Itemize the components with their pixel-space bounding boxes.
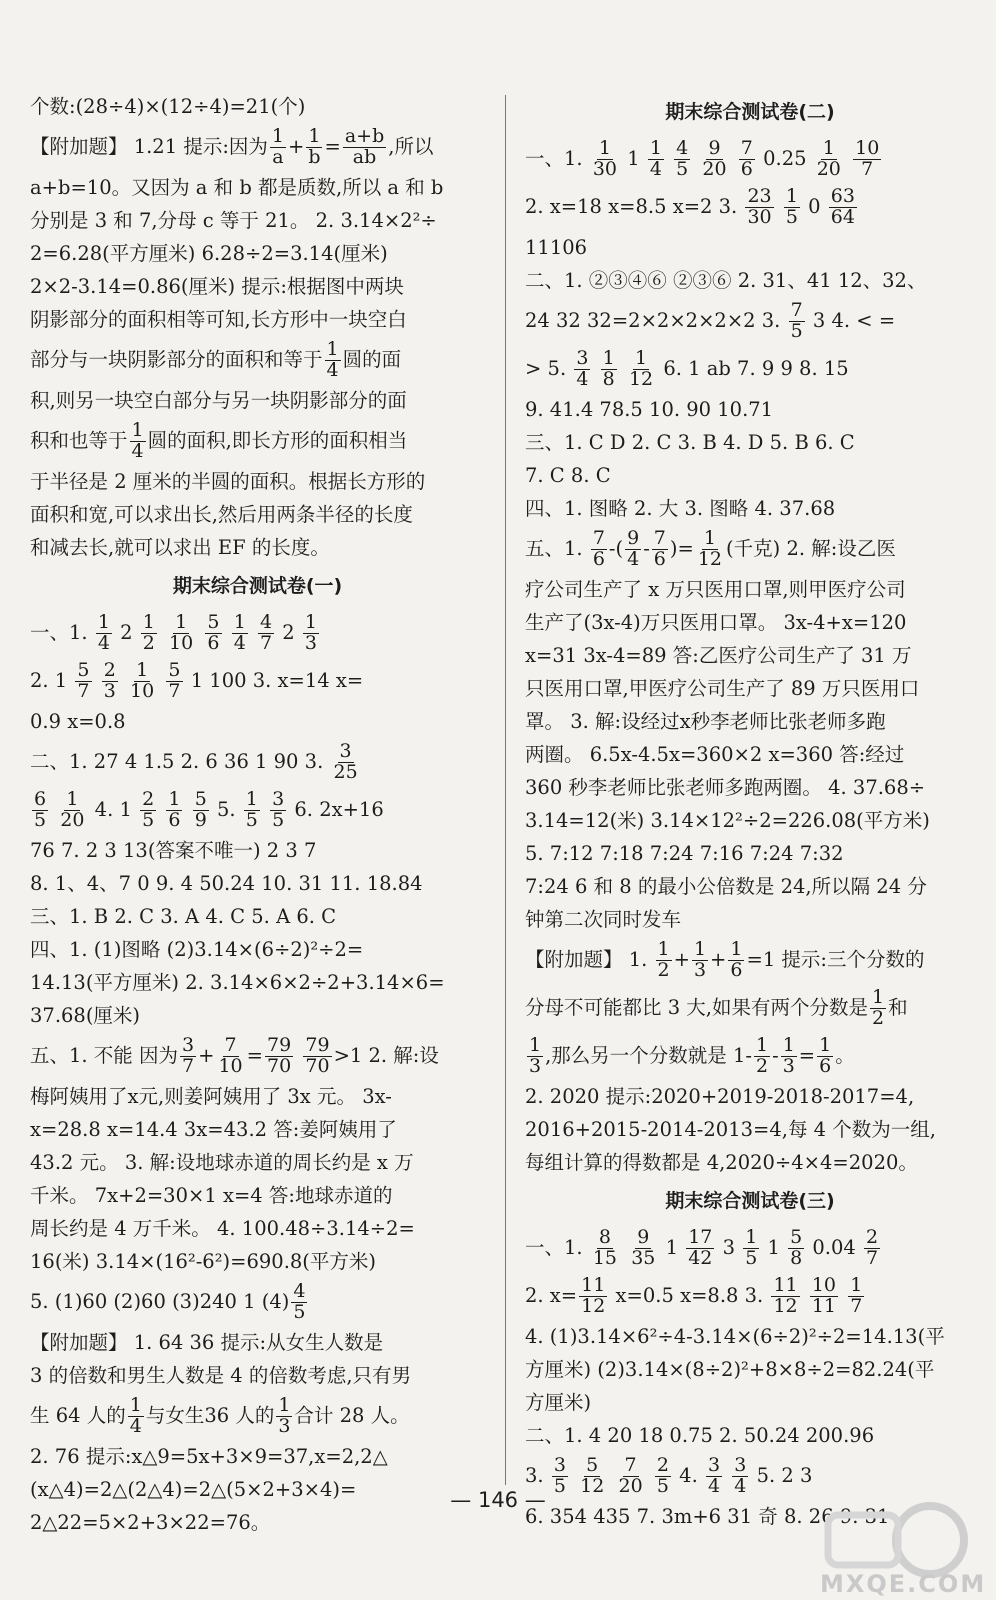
fraction: $\frac{11}{12}$ [773, 1274, 798, 1317]
answer-line: 7:24 6 和 8 的最小公倍数是 24,所以隔 24 分 [525, 875, 927, 898]
fraction: $\frac{1}{5}$ [245, 788, 258, 831]
answer-line: 【附加题】 1. $\frac{1}{2}$ + $\frac{1}{3}$ + $\frac{1}{6}$ =1 提示:三个分数的 [525, 938, 925, 981]
answer-line: 钟第二次同时发车 [525, 908, 682, 931]
answer-line: 方厘米) (2)3.14×(8÷2)²+8×8÷2=82.24(平 [525, 1358, 935, 1381]
fraction: $\frac{10}{11}$ [811, 1274, 837, 1317]
fraction: $\frac{1}{6}$ [819, 1034, 832, 1077]
page-number: — 146 — [450, 1488, 546, 1512]
answer-line: 五、1. 不能 因为 $\frac{3}{7}$ + $\frac{7}{10}$ = $\frac{79}{70}$ $\frac{79}{70}$ >1 2. 解:设 [30, 1034, 439, 1077]
fraction: $\frac{9}{35}$ [631, 1226, 656, 1269]
fraction: $\frac{9}{4}$ [627, 527, 640, 570]
fraction: $\frac{1}{4}$ [649, 137, 662, 180]
answer-line: 8. 1、4、7 0 9. 4 50.24 10. 31 11. 18.84 [30, 872, 423, 895]
fraction: $\frac{1}{12}$ [697, 527, 723, 570]
fraction: $\frac{1}{a}$ [271, 125, 284, 168]
fraction: $\frac{4}{5}$ [293, 1280, 306, 1323]
answer-line: x=31 3x-4=89 答:乙医疗公司生产了 31 万 [525, 644, 912, 667]
fraction: $\frac{7}{20}$ [618, 1454, 643, 1497]
fraction: $\frac{7}{6}$ [592, 527, 605, 570]
answer-line: 3.14=12(米) 3.14×12²÷2=226.08(平方米) [525, 809, 930, 832]
fraction: $\frac{5}{6}$ [207, 611, 220, 654]
fraction: $\frac{1}{5}$ [745, 1226, 758, 1269]
answer-line: 两圈。 6.5x-4.5x=360×2 x=360 答:经过 [525, 743, 905, 766]
answer-line: 【附加题】 1.21 提示:因为 $\frac{1}{a}$ + $\frac{1}{b}$ = $\frac{a+b}{ab}$ ,所以 [30, 125, 434, 168]
answer-line: 一、1. $\frac{8}{15}$ $\frac{9}{35}$ 1 $\frac{17}{42}$ 3 $\frac{1}{5}$ 1 $\frac{5}{8}$ 0.04 $\frac{2}{7}$ [525, 1226, 879, 1269]
answer-line: $\frac{6}{5}$ $\frac{1}{20}$ 4. 1 $\frac{2}{5}$ $\frac{1}{6}$ $\frac{5}{9}$ 5. $\frac{1}{5}$ $\frac{3}{5}$ 6. 2x+16 [34, 788, 384, 831]
answer-line: 0.9 x=0.8 [30, 710, 126, 733]
fraction: $\frac{1}{30}$ [592, 137, 617, 180]
fraction: $\frac{a+b}{ab}$ [344, 125, 385, 168]
fraction: $\frac{4}{5}$ [676, 137, 689, 180]
answer-line: 3 的倍数和男生人数是 4 的倍数考虑,只有男 [30, 1364, 412, 1387]
section-title: 期末综合测试卷(三) [665, 1190, 835, 1212]
answer-line: 五、1. $\frac{7}{6}$ -( $\frac{9}{4}$ - $\frac{7}{6}$ )= $\frac{1}{12}$ (千克) 2. 解:设乙医 [525, 527, 896, 570]
answer-line: 分别是 3 和 7,分母 c 等于 21。 2. 3.14×2²÷ [30, 209, 437, 232]
fraction: $\frac{1}{2}$ [657, 938, 670, 981]
section-title: 期末综合测试卷(二) [665, 101, 835, 123]
answer-line: 9. 41.4 78.5 10. 90 10.71 [525, 398, 774, 421]
answer-line: 积,则另一块空白部分与另一块阴影部分的面 [30, 389, 407, 412]
answer-line: 方厘米) [525, 1391, 592, 1414]
fraction: $\frac{1}{3}$ [278, 1394, 291, 1437]
fraction: $\frac{3}{4}$ [734, 1454, 747, 1497]
answer-line: 三、1. B 2. C 3. A 4. C 5. A 6. C [30, 905, 337, 928]
answer-line: 11106 [525, 236, 588, 259]
answer-line: 16(米) 3.14×(16²-6²)=690.8(平方米) [30, 1250, 377, 1273]
fraction: $\frac{23}{30}$ [747, 185, 772, 228]
answer-line: 4. (1)3.14×6²÷4-3.14×(6÷2)²÷2=14.13(平 [525, 1325, 945, 1348]
left-column [30, 90, 485, 1539]
answer-line: 面积和宽,可以求出长,然后用两条半径的长度 [30, 503, 413, 526]
answer-line: 6. 354 435 7. 3m+6 31 奇 8. 26 9. 31 [525, 1505, 890, 1528]
fraction: $\frac{4}{7}$ [260, 611, 273, 654]
fraction: $\frac{63}{64}$ [830, 185, 855, 228]
answer-line: 2×2-3.14=0.86(厘米) 提示:根据图中两块 [30, 275, 404, 298]
answer-line: 疗公司生产了 x 万只医用口罩,则甲医疗公司 [525, 578, 906, 601]
fraction: $\frac{1}{4}$ [129, 1394, 142, 1437]
fraction: $\frac{9}{20}$ [702, 137, 727, 180]
answer-line: 一、1. $\frac{1}{4}$ 2 $\frac{1}{2}$ $\frac{1}{10}$ $\frac{5}{6}$ $\frac{1}{4}$ $\frac{4}{7}$ 2 $\frac{1}{3}$ [30, 611, 317, 654]
fraction: $\frac{1}{7}$ [850, 1274, 863, 1317]
fraction: $\frac{1}{6}$ [168, 788, 181, 831]
fraction: $\frac{2}{7}$ [866, 1226, 879, 1269]
answer-line: 二、1. ②③④⑥ ②③⑥ 2. 31、41 12、32、 [525, 269, 927, 292]
fraction: $\frac{1}{b}$ [308, 125, 321, 168]
answer-line: a+b=10。又因为 a 和 b 都是质数,所以 a 和 b [30, 176, 444, 199]
answer-line: 分母不可能都比 3 大,如果有两个分数是 $\frac{1}{2}$ 和 [525, 986, 908, 1029]
fraction: $\frac{5}{12}$ [580, 1454, 605, 1497]
answer-line: 5. 7:12 7:18 7:24 7:16 7:24 7:32 [525, 842, 844, 865]
answer-line: 部分与一块阴影部分的面积和等于 $\frac{1}{4}$ 圆的面 [30, 338, 402, 381]
answer-line: 14.13(平方厘米) 2. 3.14×6×2÷2+3.14×6= [30, 971, 445, 994]
answer-line: 四、1. (1)图略 (2)3.14×(6÷2)²÷2= [30, 938, 364, 961]
fraction: $\frac{1}{10}$ [169, 611, 194, 654]
fraction: $\frac{1}{4}$ [326, 338, 339, 381]
fraction: $\frac{1}{3}$ [529, 1034, 542, 1077]
answer-line: 梅阿姨用了x元,则姜阿姨用了 3x 元。 3x- [30, 1085, 392, 1108]
answer-line: 二、1. 4 20 18 0.75 2. 50.24 200.96 [525, 1424, 875, 1447]
answer-line: 2. 1 $\frac{5}{7}$ $\frac{2}{3}$ $\frac{1}{10}$ $\frac{5}{7}$ 1 100 3. x=14 x= [30, 659, 364, 702]
fraction: $\frac{1}{2}$ [872, 986, 885, 1029]
fraction: $\frac{1}{4}$ [97, 611, 110, 654]
answer-line: 和减去长,就可以求出 EF 的长度。 [30, 536, 330, 559]
fraction: $\frac{1}{3}$ [693, 938, 707, 981]
fraction: $\frac{1}{3}$ [304, 611, 317, 654]
answer-line: 24 32 32=2×2×2×2×2 3. $\frac{7}{5}$ 3 4. < = [525, 299, 896, 342]
answer-line: 只医用口罩,甲医疗公司生产了 89 万只医用口 [525, 677, 920, 700]
fraction: $\frac{7}{5}$ [790, 299, 803, 342]
section-title: 期末综合测试卷(一) [172, 575, 343, 597]
fraction: $\frac{1}{4}$ [131, 419, 144, 462]
answer-line: 2. 76 提示:x△9=5x+3×9=37,x=2,2△ [30, 1445, 388, 1468]
fraction: $\frac{1}{10}$ [130, 659, 155, 702]
fraction: $\frac{8}{15}$ [592, 1226, 617, 1269]
fraction: $\frac{1}{2}$ [142, 611, 155, 654]
fraction: $\frac{5}{9}$ [194, 788, 207, 831]
fraction: $\frac{3}{5}$ [553, 1454, 566, 1497]
answer-line: 43.2 元。 3. 解:设地球赤道的周长约是 x 万 [30, 1151, 414, 1174]
answer-line: 76 7. 2 3 13(答案不唯一) 2 3 7 [30, 839, 317, 862]
fraction: $\frac{1}{6}$ [730, 938, 743, 981]
answer-line: 每组计算的得数都是 4,2020÷4×4=2020。 [525, 1151, 918, 1174]
answer-line: 个数:(28÷4)×(12÷4)=21(个) [30, 95, 306, 118]
fraction: $\frac{3}{5}$ [272, 788, 285, 831]
answer-line: 生产了(3x-4)万只医用口罩。 3x-4+x=120 [525, 611, 907, 634]
answer-line: 四、1. 图略 2. 大 3. 图略 4. 37.68 [525, 497, 836, 520]
fraction: $\frac{79}{70}$ [266, 1034, 292, 1077]
answer-line: 2=6.28(平方厘米) 6.28÷2=3.14(厘米) [30, 242, 388, 265]
fraction: $\frac{79}{70}$ [305, 1034, 330, 1077]
answer-line: 5. (1)60 (2)60 (3)240 1 (4) $\frac{4}{5}$ [30, 1280, 306, 1323]
fraction: $\frac{5}{7}$ [168, 659, 181, 702]
fraction: $\frac{7}{6}$ [653, 527, 666, 570]
fraction: $\frac{17}{42}$ [688, 1226, 713, 1269]
fraction: $\frac{2}{5}$ [142, 788, 155, 831]
answer-line: $\frac{1}{3}$ ,那么另一个分数就是 1- $\frac{1}{2}$ - $\frac{1}{3}$ = $\frac{1}{6}$ 。 [529, 1034, 855, 1077]
fraction: $\frac{1}{4}$ [233, 611, 246, 654]
fraction: $\frac{1}{2}$ [756, 1034, 769, 1077]
answer-line: 阴影部分的面积相等可知,长方形中一块空白 [30, 308, 407, 331]
fraction: $\frac{5}{7}$ [77, 659, 90, 702]
fraction: $\frac{5}{8}$ [790, 1226, 803, 1269]
answer-line: (x△4)=2△(2△4)=2△(5×2+3×4)= [30, 1478, 357, 1501]
fraction: $\frac{1}{3}$ [782, 1034, 795, 1077]
right-column [525, 90, 975, 1533]
answer-line: 2△22=5×2+3×22=76。 [30, 1511, 271, 1534]
fraction: $\frac{2}{3}$ [103, 659, 116, 702]
answer-line: 2. 2020 提示:2020+2019-2018-2017=4, [525, 1085, 915, 1108]
answer-line: > 5. $\frac{3}{4}$ $\frac{1}{8}$ $\frac{1}{12}$ 6. 1 ab 7. 9 9 8. 15 [525, 347, 849, 390]
fraction: $\frac{3}{4}$ [708, 1454, 721, 1497]
answer-line: 3. $\frac{3}{5}$ $\frac{5}{12}$ $\frac{7}{20}$ $\frac{2}{5}$ 4. $\frac{3}{4}$ $\frac{3}{4}$ 5. 2 3 [525, 1454, 813, 1497]
fraction: $\frac{1}{5}$ [785, 185, 798, 228]
fraction: $\frac{3}{25}$ [333, 740, 358, 783]
watermark-text: MXQE.COM [820, 1570, 987, 1598]
answer-line: 周长约是 4 万千米。 4. 100.48÷3.14÷2= [30, 1217, 415, 1240]
answer-line: 37.68(厘米) [30, 1004, 141, 1027]
fraction: $\frac{3}{7}$ [182, 1034, 195, 1077]
answer-line: 积和也等于 $\frac{1}{4}$ 圆的面积,即长方形的面积相当 [30, 419, 408, 462]
column-divider [505, 95, 506, 1485]
answer-line: 千米。 7x+2=30×1 x=4 答:地球赤道的 [30, 1184, 393, 1207]
fraction: $\frac{11}{12}$ [581, 1274, 606, 1317]
fraction: $\frac{6}{5}$ [34, 788, 47, 831]
answer-line: 于半径是 2 厘米的半圆的面积。根据长方形的 [30, 470, 426, 493]
answer-line: 罩。 3. 解:设经过x秒李老师比张老师多跑 [525, 710, 886, 733]
fraction: $\frac{1}{20}$ [816, 137, 841, 180]
fraction: $\frac{3}{4}$ [576, 347, 589, 390]
fraction: $\frac{7}{10}$ [218, 1034, 243, 1077]
answer-line: 三、1. C D 2. C 3. B 4. D 5. B 6. C [525, 431, 855, 454]
answer-line: 7. C 8. C [525, 464, 611, 487]
answer-line: 2. x= $\frac{11}{12}$ x=0.5 x=8.8 3. $\frac{11}{12}$ $\frac{10}{11}$ $\frac{1}{7}$ [525, 1274, 863, 1317]
fraction: $\frac{7}{6}$ [740, 137, 753, 180]
answer-line: 【附加题】 1. 64 36 提示:从女生人数是 [30, 1331, 384, 1354]
answer-line: 2016+2015-2014-2013=4,每 4 个数为一组, [525, 1118, 936, 1141]
answer-line: 一、1. $\frac{1}{30}$ 1 $\frac{1}{4}$ $\frac{4}{5}$ $\frac{9}{20}$ $\frac{7}{6}$ 0.25 $\frac{1}{20}$ $\frac{10}{7}$ [525, 137, 880, 180]
answer-line: 生 64 人的 $\frac{1}{4}$ 与女生36 人的 $\frac{1}{3}$ 合计 28 人。 [30, 1394, 410, 1437]
fraction: $\frac{1}{20}$ [60, 788, 85, 831]
answer-line: x=28.8 x=14.4 3x=43.2 答:姜阿姨用了 [30, 1118, 397, 1141]
answer-line: 二、1. 27 4 1.5 2. 6 36 1 90 3. $\frac{3}{25}$ [30, 740, 358, 783]
answer-line: 2. x=18 x=8.5 x=2 3. $\frac{23}{30}$ $\frac{1}{5}$ 0 $\frac{63}{64}$ [525, 185, 855, 228]
answer-line: 360 秒李老师比张老师多跑两圈。 4. 37.68÷ [525, 776, 926, 799]
fraction: $\frac{1}{12}$ [628, 347, 654, 390]
fraction: $\frac{1}{8}$ [602, 347, 615, 390]
fraction: $\frac{10}{7}$ [855, 137, 880, 180]
fraction: $\frac{2}{5}$ [656, 1454, 669, 1497]
